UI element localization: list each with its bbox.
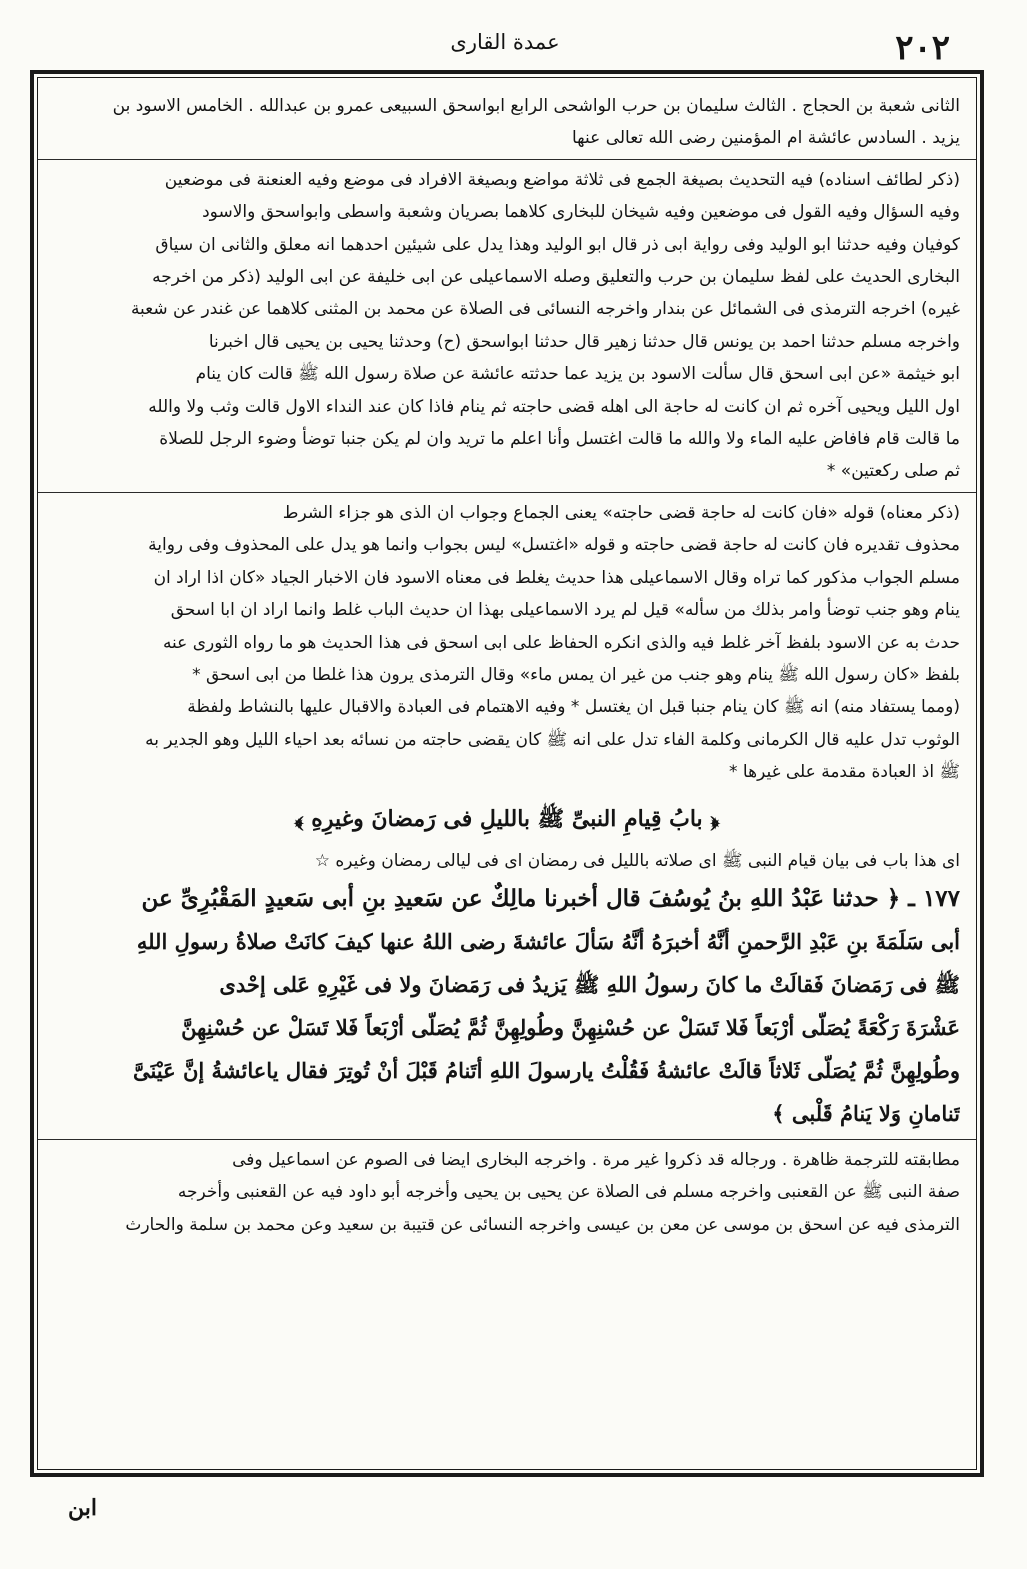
hadith-line: أبى سَلَمَةَ بنِ عَبْدِ الرَّحمنِ أنَّهُ أخبرَهُ أنَّهُ سَألَ عائشةَ رضى اللهُ عنها كيفَ كانَتْ صلاةُ رسولِ اللهِ [136,928,960,954]
text-line: ابو خيثمة «عن ابى اسحق قال سألت الاسود بن يزيد عما حدثته عائشة عن صلاة رسول الله ﷺ قالت كان ينام [195,364,960,385]
hadith-line: عَشْرَةَ رَكْعَةً يُصَلّى أرْبَعاً فَلا تَسَلْ عن حُسْنِهِنَّ وطُولِهِنَّ ثُمَّ يُصَلّى أرْبَعاً فَلا تَسَلْ عن حُسْنِهِنَّ [181,1014,960,1040]
narrators-list [54,90,960,155]
text-line: يزيد . السادس عائشة ام المؤمنين رضى الله تعالى عنها [572,128,960,149]
section-divider [38,159,976,160]
text-line: اول الليل ويحيى آخره ثم ان كانت له حاجة الى اهله قضى حاجته ثم ينام فاذا كان عند النداء الاول قالت وثب ولا والله [148,396,960,417]
chapter-subheading [54,845,960,877]
page-number: ٢٠٢ [895,28,950,68]
text-line: غيره) اخرجه الترمذى فى الشمائل عن بندار واخرجه النسائى فى الصلاة عن محمد بن المثنى كلاهما عن غندر عن شعبة [130,299,960,320]
text-line: صفة النبى ﷺ عن القعنبى واخرجه مسلم فى الصلاة عن يحيى بن يحيى وأخرجه أبو داود فيه عن القعنبى وأخرجه [177,1182,960,1203]
hadith-line: ﷺ فى رَمَضانَ فَقالَتْ ما كانَ رسولُ اللهِ ﷺ يَزيدُ فى رَمَضانَ ولا فى غَيْرِهِ عَلى إحْدى [219,971,960,997]
text-line: الوثوب تدل عليه قال الكرمانى وكلمة الفاء تدل على انه ﷺ كان يقضى حاجته من نسائه بعد احياء الليل وهو الجدير به [145,729,960,750]
text-line: ثم صلى ركعتين» * [826,461,960,482]
text-line: ما قالت قام فافاض عليه الماء ولا والله ما قالت اغتسل وأنا اعلم ما تريد وان لم يكن جنبا توضأ وضوء الرجل للصلاة [159,429,960,450]
text-frame [30,70,984,1477]
hadith-line: وطُولِهِنَّ ثُمَّ يُصَلّى ثَلاثاً قالَتْ عائشةُ فَقُلْتُ يارسولَ اللهِ أتَنامُ قَبْلَ أنْ تُوتِرَ فقال ياعائشةُ إنَّ عَيْنَىَّ [132,1057,960,1083]
text-line: وفيه السؤال وفيه القول فى موضعين وفيه شيخان للبخارى كلاهما بصريان وشعبة واسطى وابواسحق والاسود [202,202,960,223]
text-line: محذوف تقديره فان كانت له حاجة قضى حاجته و قوله «اغتسل» ليس بجواب وانما هو يدل على المحذوف وفى رواية [148,535,960,556]
text-line: البخارى الحديث على لفظ سليمان بن حرب والتعليق وصله الاسماعيلى عن ابى خليفة عن ابى الوليد (ذكر من اخرجه [152,267,960,288]
commentary-paragraph [54,1144,960,1241]
text-line: مطابقته للترجمة ظاهرة . ورجاله قد ذكروا غير مرة . واخرجه البخارى ايضا فى الصوم عن اسماعيل وفى [232,1149,960,1170]
text-line: ينام وهو جنب توضأ وامر بذلك من سأله» قيل لم يرد الاسماعيلى بهذا ان حديث الباب غلط وانما اراد ان ابا اسحق [170,600,960,621]
text-line: اى هذا باب فى بيان قيام النبى ﷺ اى صلاته بالليل فى رمضان اى فى ليالى رمضان وغيره ☆ [314,850,960,871]
text-line: مسلم الجواب مذكور كما تراه وقال الاسماعيلى هذا حديث يغلط فى معناه الاسود فان الاخبار الجياد «كان اذا اراد ان [153,567,960,588]
hadith-line: تَنامانِ وَلا يَنامُ قَلْبى ﴾ [772,1100,960,1126]
text-line: واخرجه مسلم حدثنا احمد بن يونس قال حدثنا زهير قال حدثنا ابواسحق (ح) وحدثنا يحيى بن يحيى قال اخبرنا [208,331,960,352]
text-frame-inner [37,77,977,1470]
text-line: بلفظ «كان رسول الله ﷺ ينام وهو جنب من غير ان يمس ماء» وقال الترمذى يرون هذا غلطا من ابى اسحق * [192,664,960,685]
isnad-subtleties-paragraph [54,164,960,488]
section-divider [38,1139,976,1140]
running-title: عمدة القارى [450,30,560,54]
hadith-line: ١٧٧ ـ ﴿ حدثنا عَبْدُ اللهِ بنُ يُوسُفَ قال أخبرنا مالِكٌ عن سَعيدِ بنِ أبى سَعيدٍ المَقْبُرِىِّ عن [141,884,960,912]
text-line: الترمذى فيه عن اسحق بن موسى عن معن بن عيسى واخرجه النسائى عن قتيبة بن سعيد وعن محمد بن سلمة والحارث [125,1214,960,1235]
text-line: (ذكر لطائف اسناده) فيه التحديث بصيغة الجمع فى ثلاثة مواضع وبصيغة الافراد فى موضع وفيه العنعنة فى موضعين [164,169,960,190]
benefits-paragraph [54,691,960,788]
text-line: كوفيان وفيه حدثنا ابو الوليد وفى رواية ابى ذر قال ابو الوليد وهذا يدل على شيئين احدهما انه معلق والثانى ان سياق [155,234,960,255]
meaning-paragraph [54,497,960,691]
text-line: (ومما يستفاد منه) انه ﷺ كان ينام جنبا قبل ان يغتسل * وفيه الاهتمام فى العبادة والاقبال عليها بالنشاط ولفظة [187,697,960,718]
text-line: (ذكر معناه) قوله «فان كانت له حاجة قضى حاجته» يعنى الجماع وجواب ان الذى هو جزاء الشرط [282,502,960,523]
section-divider [38,492,976,493]
text-line: حدث به عن الاسود بلفظ آخر غلط فيه والذى انكره الحفاظ على ابى اسحق فى هذا الحديث هو ما رواه الثورى عنه [162,632,960,653]
chapter-heading: ﴿ بابُ قِيامِ النبىِّ ﷺ بالليلِ فى رَمضانَ وغيرِهِ ﴾ [294,805,720,832]
page-header [30,22,980,72]
hadith-text [54,877,960,1135]
text-line: ﷺ اذ العبادة مقدمة على غيرها * [729,762,960,783]
catchword: ابن [68,1495,97,1521]
text-line: الثانى شعبة بن الحجاج . الثالث سليمان بن حرب الواشحى الرابع ابواسحق السبيعى عمرو بن عبدالله . الخامس الاسود بن [112,96,960,116]
